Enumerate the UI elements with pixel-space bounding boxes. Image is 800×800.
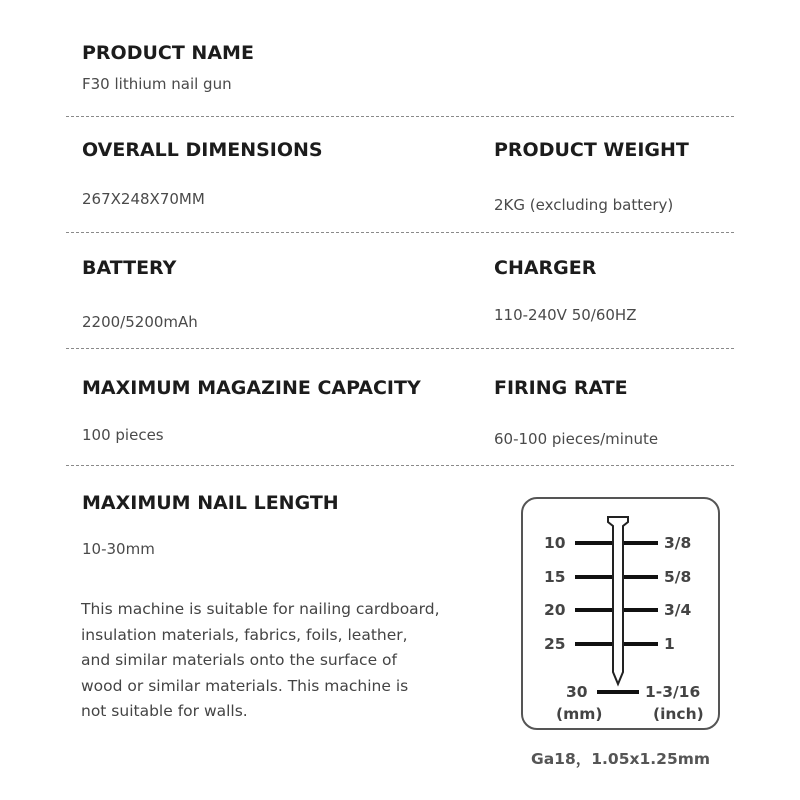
gauge-inch-5-8: 5/8 — [664, 568, 692, 586]
usage-description — [81, 597, 481, 725]
battery-label: BATTERY — [82, 257, 177, 279]
product-name-label: PRODUCT NAME — [82, 42, 254, 64]
divider — [66, 232, 734, 233]
product-weight-label: PRODUCT WEIGHT — [494, 139, 689, 161]
gauge-mm-30: 30 — [566, 683, 588, 701]
charger-value: 110-240V 50/60HZ — [494, 306, 637, 324]
nail-gauge-caption: Ga18，1.05x1.25mm — [531, 750, 711, 768]
battery-value: 2200/5200mAh — [82, 313, 198, 331]
nail-length-label: MAXIMUM NAIL LENGTH — [82, 492, 339, 514]
firing-rate-value: 60-100 pieces/minute — [494, 430, 659, 448]
description-line: and similar materials onto the surface of — [81, 651, 397, 669]
charger-label: CHARGER — [494, 257, 597, 279]
magazine-capacity-label: MAXIMUM MAGAZINE CAPACITY — [82, 377, 421, 399]
gauge-mm-25: 25 — [544, 635, 566, 653]
gauge-inch-1-3-16: 1-3/16 — [645, 683, 701, 701]
divider — [66, 116, 734, 117]
magazine-capacity-value: 100 pieces — [82, 426, 164, 444]
overall-dimensions-label: OVERALL DIMENSIONS — [82, 139, 323, 161]
description-line: not suitable for walls. — [81, 702, 248, 720]
gauge-inch-3-4: 3/4 — [664, 601, 692, 619]
gauge-inch-3-8: 3/8 — [664, 534, 692, 552]
gauge-mm-15: 15 — [544, 568, 566, 586]
divider — [66, 348, 734, 349]
description-line: This machine is suitable for nailing cardboard, — [81, 600, 440, 618]
divider — [66, 465, 734, 466]
description-line: insulation materials, fabrics, foils, leather, — [81, 625, 408, 644]
product-name-value: F30 lithium nail gun — [82, 75, 232, 93]
gauge-mm-20: 20 — [544, 601, 566, 619]
firing-rate-label: FIRING RATE — [494, 377, 628, 399]
overall-dimensions-value: 267X248X70MM — [82, 190, 205, 208]
gauge-inch-1: 1 — [664, 635, 675, 653]
gauge-inch-unit: (inch) — [653, 705, 704, 723]
description-line: wood or similar materials. This machine is — [81, 676, 409, 695]
gauge-mm-unit: (mm) — [556, 705, 603, 723]
product-weight-value: 2KG (excluding battery) — [494, 196, 674, 214]
nail-length-value: 10-30mm — [82, 540, 155, 558]
gauge-mm-10: 10 — [544, 534, 566, 552]
